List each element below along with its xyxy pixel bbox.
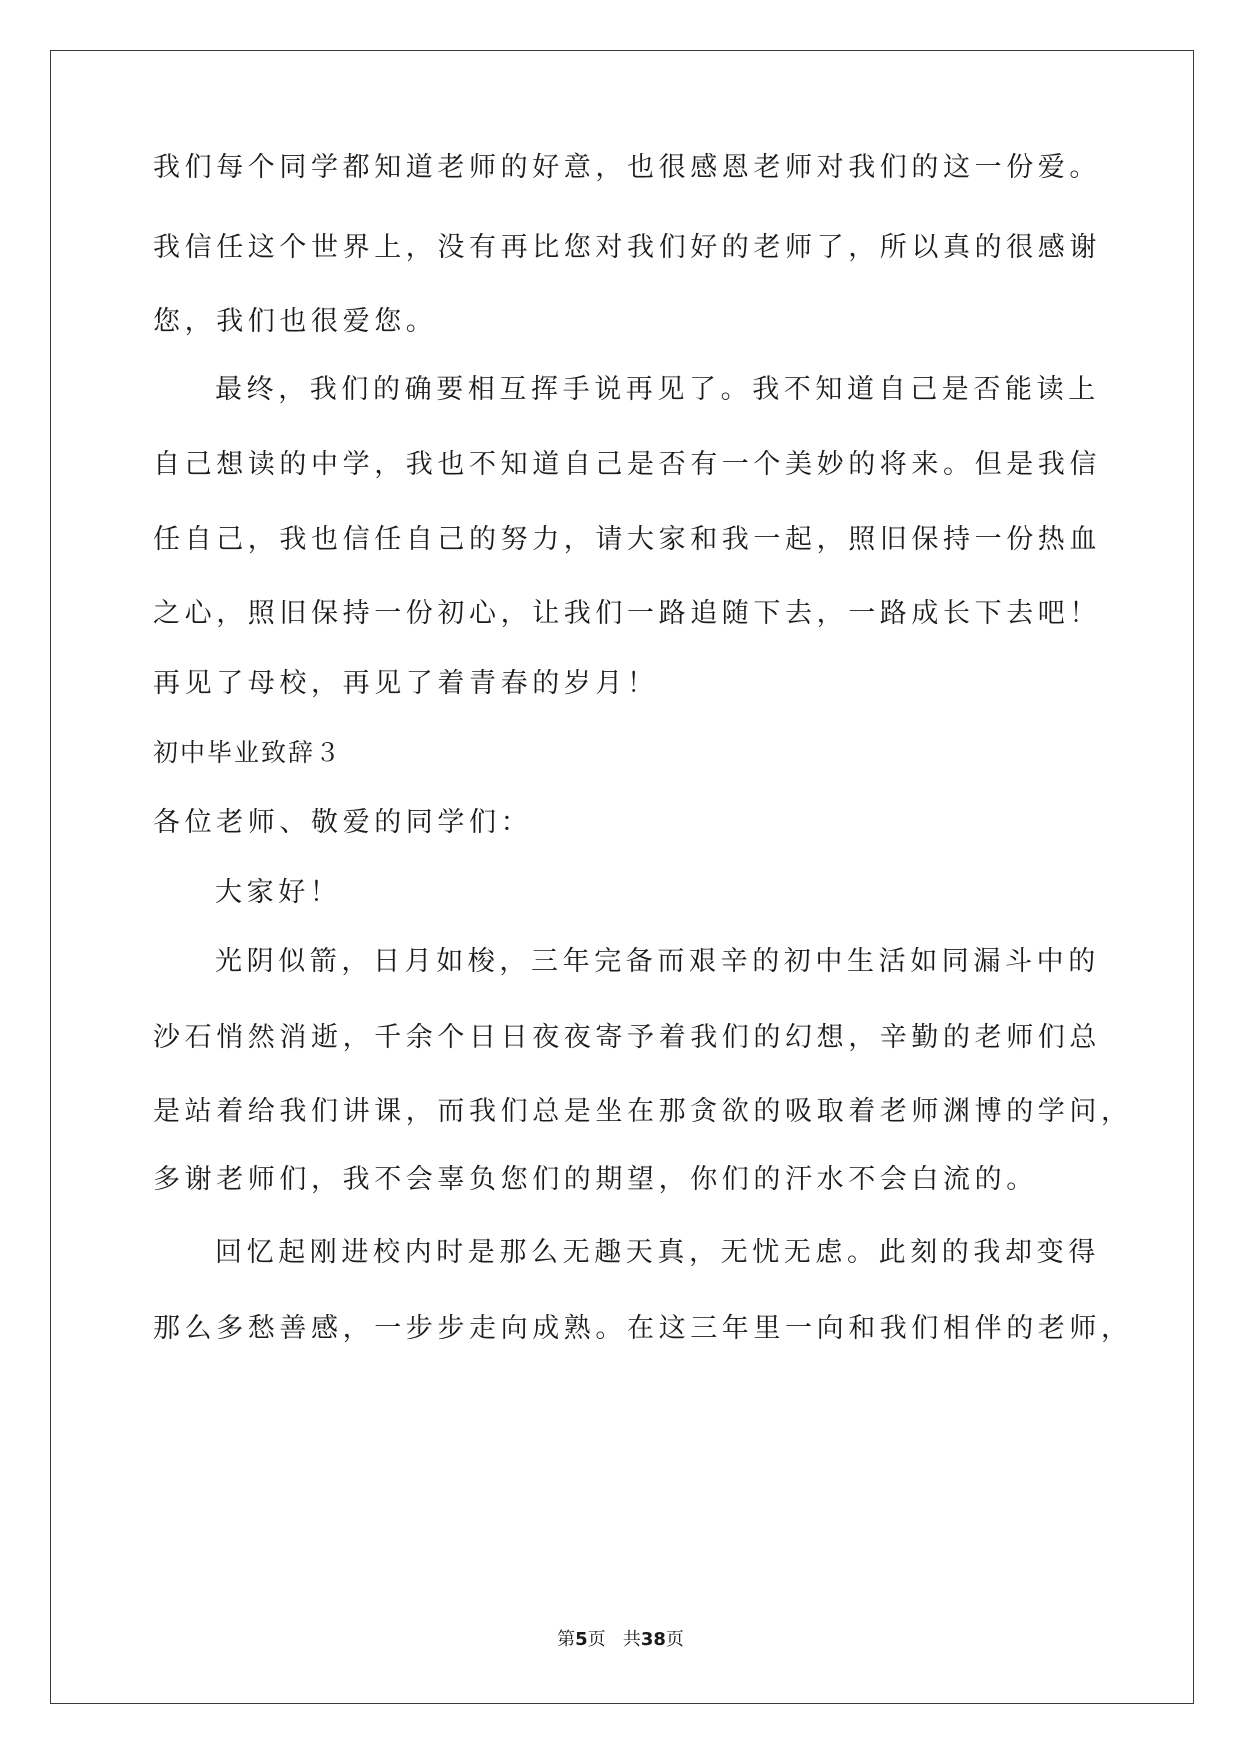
text-line: 自己想读的中学，我也不知道自己是否有一个美妙的将来。但是我信 — [153, 449, 1101, 480]
total-label-prefix: 共 — [622, 1629, 641, 1650]
text-line: 光阴似箭，日月如梭，三年完备而艰辛的初中生活如同漏斗中的 — [215, 946, 1100, 977]
text-line: 沙石悄然消逝，千余个日日夜夜寄予着我们的幻想，辛勤的老师们总 — [153, 1022, 1101, 1053]
text-line: 那么多愁善感，一步步走向成熟。在这三年里一向和我们相伴的老师， — [153, 1313, 1133, 1344]
total-pages: 38 — [640, 1629, 666, 1650]
section-heading: 初中毕业致辞３ — [153, 738, 343, 767]
text-line: 多谢老师们，我不会辜负您们的期望，你们的汗水不会白流的。 — [153, 1164, 1038, 1195]
page-footer — [0, 1628, 1241, 1652]
text-line: 回忆起刚进校内时是那么无趣天真，无忧无虑。此刻的我却变得 — [215, 1237, 1100, 1268]
text-line: 我信任这个世界上，没有再比您对我们好的老师了，所以真的很感谢 — [153, 232, 1101, 263]
text-line: 我们每个同学都知道老师的好意，也很感恩老师对我们的这一份爱。 — [153, 152, 1101, 183]
text-line: 您，我们也很爱您。 — [153, 306, 438, 337]
text-line: 最终，我们的确要相互挥手说再见了。我不知道自己是否能读上 — [215, 374, 1100, 405]
text-line: 各位老师、敬爱的同学们： — [153, 807, 533, 838]
page-label-suffix: 页 — [587, 1629, 606, 1650]
text-line: 之心，照旧保持一份初心，让我们一路追随下去，一路成长下去吧！ — [153, 598, 1101, 629]
text-line: 再见了母校，再见了着青春的岁月！ — [153, 668, 659, 699]
total-label-suffix: 页 — [665, 1629, 684, 1650]
text-line: 是站着给我们讲课，而我们总是坐在那贪欲的吸取着老师渊博的学问， — [153, 1096, 1133, 1127]
page-label-prefix: 第 — [557, 1629, 576, 1650]
page-number: 5 — [575, 1629, 588, 1650]
text-line: 大家好！ — [215, 877, 342, 908]
text-line: 任自己，我也信任自己的努力，请大家和我一起，照旧保持一份热血 — [153, 524, 1101, 555]
